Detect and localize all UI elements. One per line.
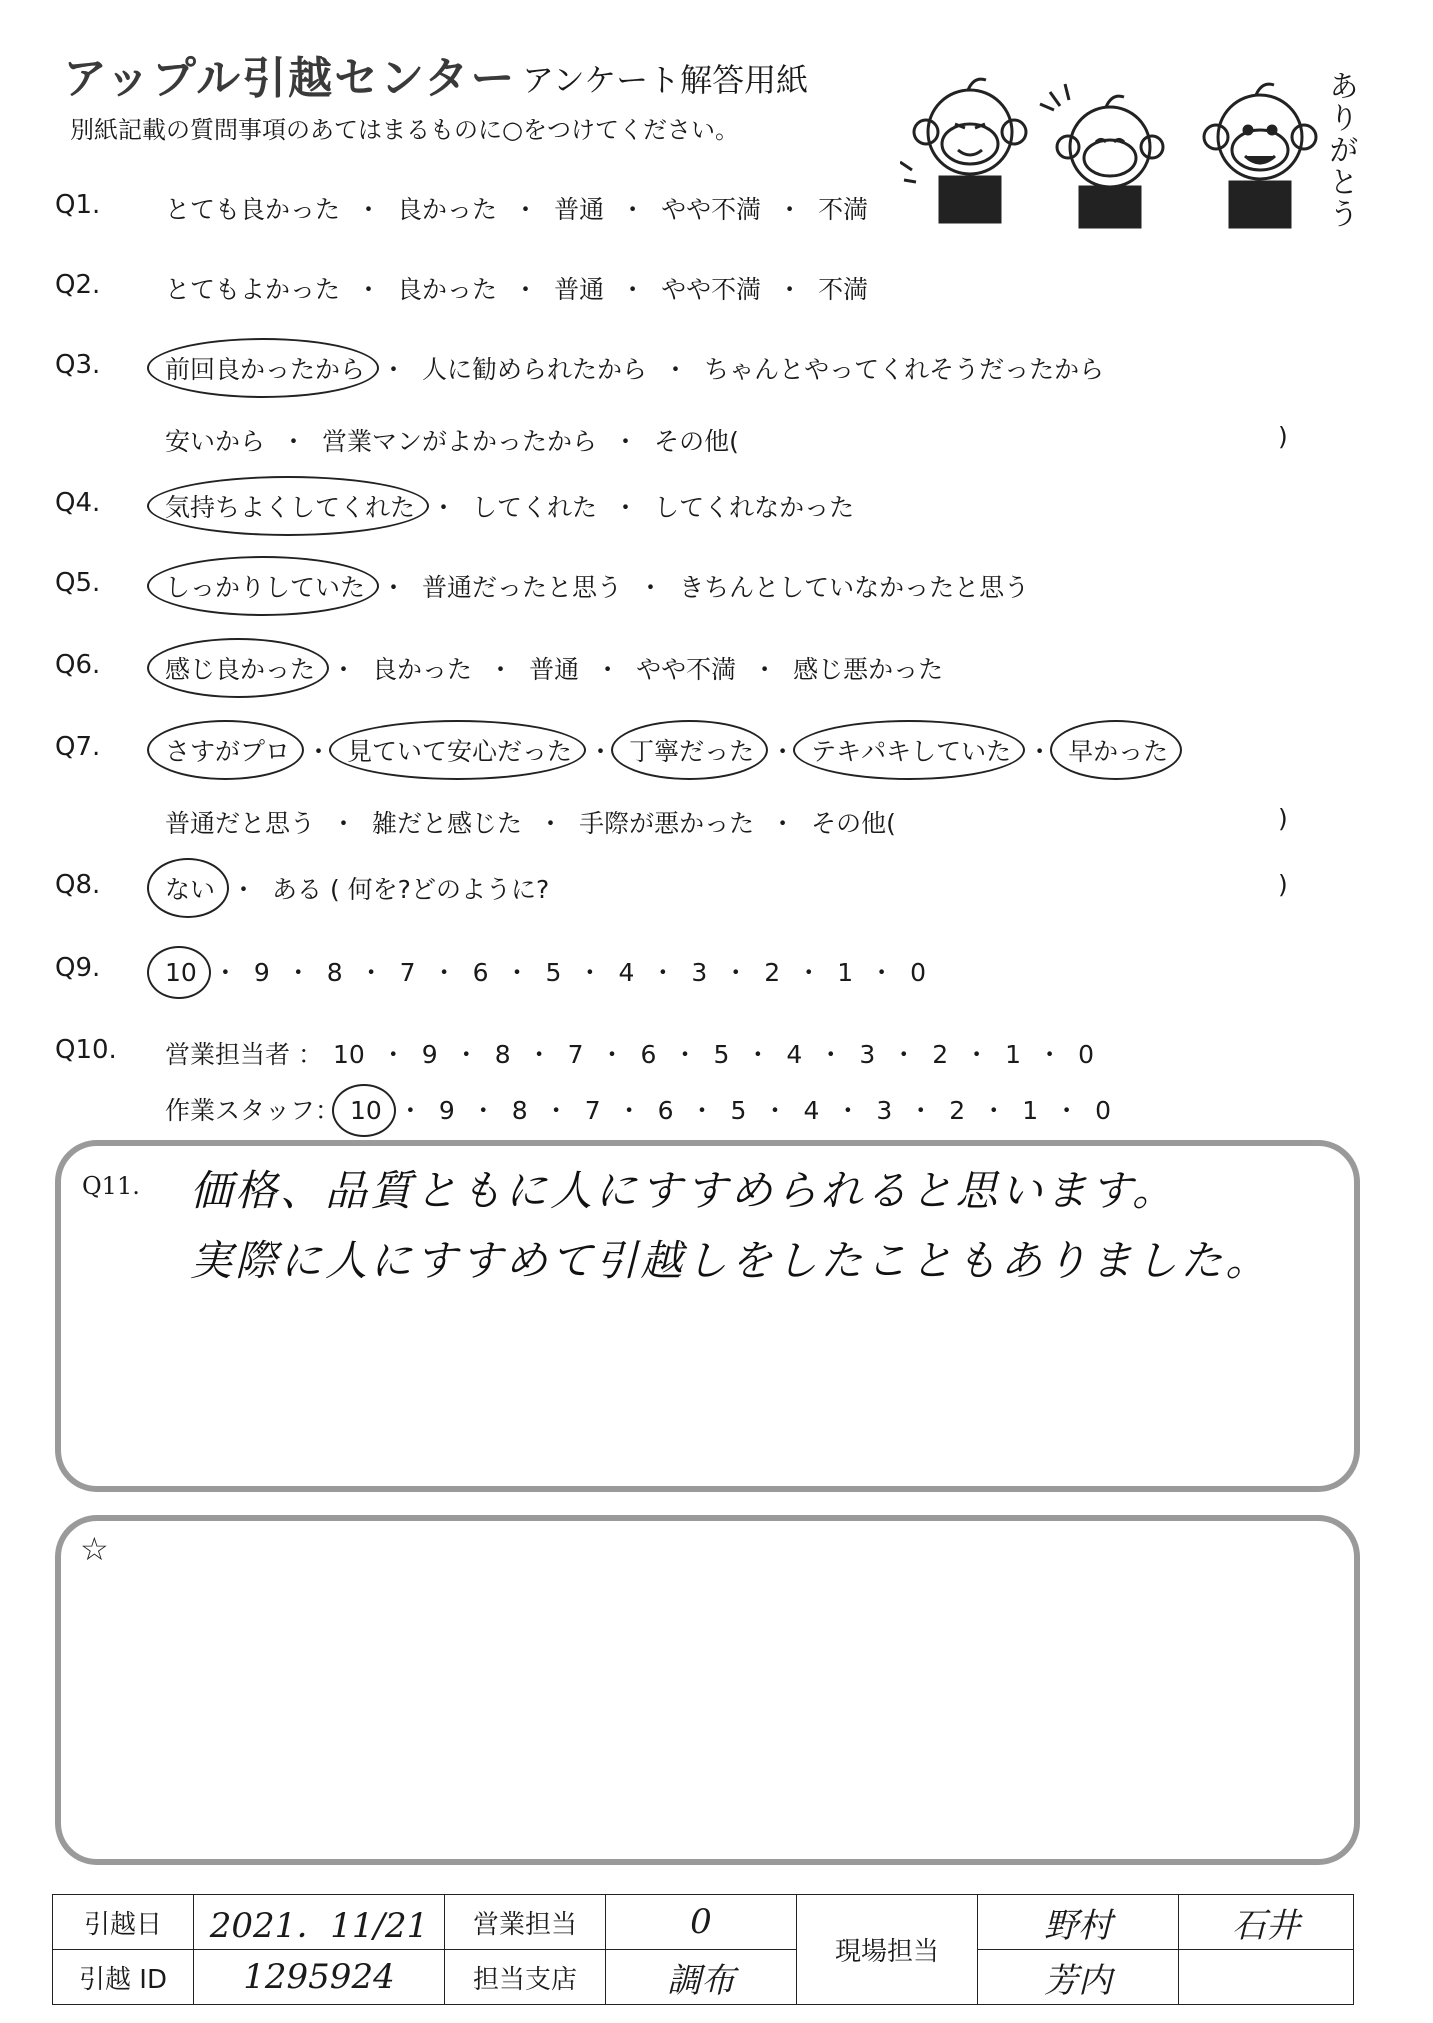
- separator-dot: ・: [356, 195, 382, 224]
- option[interactable]: 普通: [554, 275, 605, 304]
- option[interactable]: 普通だったと思う: [422, 573, 623, 602]
- option[interactable]: 普通だと思う: [165, 809, 316, 838]
- separator-dot: ・: [470, 1096, 496, 1125]
- option[interactable]: 感じ悪かった: [793, 655, 944, 684]
- option[interactable]: 3: [859, 1040, 876, 1069]
- option-selected[interactable]: テキパキしていた: [811, 732, 1011, 768]
- separator-dot: ・: [212, 958, 238, 987]
- option[interactable]: 7: [399, 958, 416, 987]
- separator-dot: ・: [595, 655, 621, 684]
- option[interactable]: 9: [253, 958, 270, 987]
- option[interactable]: 4: [786, 1040, 803, 1069]
- q11-label: Q11.: [82, 1172, 140, 1200]
- site-staff-label: 現場担当: [797, 1895, 978, 2005]
- question-options-row: [165, 270, 868, 306]
- separator-dot: ・: [777, 195, 803, 224]
- separator-dot: ・: [538, 809, 564, 838]
- question-options-row: [165, 422, 739, 458]
- option[interactable]: 安いから: [165, 427, 266, 456]
- separator-dot: ・: [964, 1040, 990, 1069]
- moving-id-value: 1295924: [194, 1950, 445, 2005]
- option[interactable]: 4: [803, 1096, 820, 1125]
- separator-dot: ・: [745, 1040, 771, 1069]
- separator-dot: ・: [762, 1096, 788, 1125]
- moving-id-label: 引越 ID: [53, 1950, 194, 2005]
- separator-dot: ・: [285, 958, 311, 987]
- option-selected[interactable]: 10: [165, 958, 197, 987]
- option[interactable]: 6: [657, 1096, 674, 1125]
- separator-dot: ・: [752, 655, 778, 684]
- option-selected[interactable]: 早かった: [1068, 732, 1168, 768]
- option[interactable]: やや不満: [636, 655, 737, 684]
- separator-dot: ・: [981, 1096, 1007, 1125]
- separator-dot: ・: [613, 427, 639, 456]
- option[interactable]: 9: [421, 1040, 438, 1069]
- moving-date-label: 引越日: [53, 1895, 194, 1950]
- site-staff-4: [1179, 1950, 1354, 2005]
- separator-dot: ・: [513, 275, 539, 304]
- option[interactable]: ちゃんとやってくれそうだったから: [704, 355, 1105, 384]
- separator-dot: ・: [543, 1096, 569, 1125]
- separator-dot: ・: [453, 1040, 479, 1069]
- option[interactable]: とても良かった: [165, 195, 341, 224]
- option[interactable]: 人に勧められたから: [422, 355, 648, 384]
- question-options-row: [165, 190, 868, 226]
- separator-dot: ・: [818, 1040, 844, 1069]
- option-selected[interactable]: ない: [165, 870, 215, 906]
- question-label: Q3.: [55, 350, 101, 380]
- branch-label: 担当支店: [445, 1950, 606, 2005]
- moving-date-value: 2021．11/21: [194, 1895, 445, 1950]
- option[interactable]: 7: [584, 1096, 601, 1125]
- separator-dot: ・: [526, 1040, 552, 1069]
- question-label: Q6.: [55, 650, 101, 680]
- separator-dot: ・: [616, 1096, 642, 1125]
- option[interactable]: きちんとしていなかったと思う: [679, 573, 1030, 602]
- option[interactable]: 1: [837, 958, 854, 987]
- option[interactable]: 5: [713, 1040, 730, 1069]
- separator-dot: ・: [796, 958, 822, 987]
- separator-dot: ・: [306, 737, 332, 766]
- separator-dot: ・: [588, 737, 614, 766]
- separator-dot: ・: [231, 875, 257, 904]
- separator-dot: ・: [513, 195, 539, 224]
- separator-dot: ・: [331, 809, 357, 838]
- option[interactable]: 良かった: [397, 195, 498, 224]
- separator-dot: ・: [281, 427, 307, 456]
- question-options-row: [165, 1091, 1111, 1127]
- separator-dot: ・: [638, 573, 664, 602]
- question-options-row: [165, 568, 1029, 604]
- separator-dot: ・: [397, 1096, 423, 1125]
- option[interactable]: 1: [1022, 1096, 1039, 1125]
- question-label: Q1.: [55, 190, 101, 220]
- q11-handwritten-line-2: 実際に人にすすめて引越しをしたこともありました。: [190, 1236, 1271, 1285]
- option[interactable]: やや不満: [661, 195, 762, 224]
- option[interactable]: 良かった: [372, 655, 473, 684]
- option[interactable]: 0: [1078, 1040, 1094, 1069]
- option[interactable]: ある ( 何を?どのように?: [272, 875, 550, 904]
- separator-dot: ・: [331, 655, 357, 684]
- star-comment-box[interactable]: [55, 1515, 1360, 1865]
- option[interactable]: 2: [764, 958, 781, 987]
- option[interactable]: 3: [691, 958, 708, 987]
- separator-dot: ・: [908, 1096, 934, 1125]
- instruction-text: 別紙記載の質問事項のあてはまるものに○をつけてください。: [70, 116, 739, 144]
- question-options-row: [165, 953, 926, 989]
- option[interactable]: 営業マンがよかったから: [322, 427, 598, 456]
- question-label: Q8.: [55, 870, 101, 900]
- option[interactable]: 不満: [818, 275, 869, 304]
- option-selected[interactable]: 10: [350, 1096, 382, 1125]
- separator-dot: ・: [1027, 737, 1053, 766]
- separator-dot: ・: [599, 1040, 625, 1069]
- option-selected[interactable]: 丁寧だった: [629, 732, 754, 768]
- option-selected[interactable]: 感じ良かった: [165, 650, 315, 686]
- option[interactable]: やや不満: [661, 275, 762, 304]
- separator-dot: ・: [613, 493, 639, 522]
- separator-dot: ・: [723, 958, 749, 987]
- option[interactable]: 10: [332, 1040, 365, 1069]
- separator-dot: ・: [431, 493, 457, 522]
- option-prefix: 作業スタッフ：: [165, 1096, 341, 1125]
- question-label: Q7.: [55, 732, 101, 762]
- monkey-mascots-illustration: [900, 62, 1350, 232]
- separator-dot: ・: [381, 355, 407, 384]
- option-selected[interactable]: しっかりしていた: [165, 568, 365, 604]
- separator-dot: ・: [620, 195, 646, 224]
- sales-staff-label: 営業担当: [445, 1895, 606, 1950]
- question-options-row: [165, 804, 896, 840]
- option[interactable]: 0: [910, 958, 927, 987]
- question-label: Q9.: [55, 953, 101, 983]
- option[interactable]: 6: [640, 1040, 657, 1069]
- option[interactable]: 良かった: [397, 275, 498, 304]
- separator-dot: ・: [689, 1096, 715, 1125]
- site-staff-1: 野村: [978, 1895, 1179, 1950]
- option-selected[interactable]: 前回良かったから: [165, 350, 365, 386]
- question-options-row: [165, 870, 549, 906]
- option[interactable]: 不満: [818, 195, 869, 224]
- question-options-row: [165, 488, 854, 524]
- separator-dot: ・: [770, 737, 796, 766]
- option[interactable]: その他(: [811, 809, 896, 838]
- separator-dot: ・: [358, 958, 384, 987]
- option-prefix: 営業担当者 ：: [165, 1040, 323, 1069]
- option[interactable]: してくれた: [472, 493, 598, 522]
- question-options-row: [165, 732, 1168, 768]
- option[interactable]: 7: [567, 1040, 584, 1069]
- option[interactable]: 5: [730, 1096, 747, 1125]
- option[interactable]: 2: [932, 1040, 949, 1069]
- separator-dot: ・: [672, 1040, 698, 1069]
- question-label: Q10.: [55, 1035, 117, 1065]
- monkey-mascot-1: [900, 79, 1026, 222]
- thanks-vertical-text: ありがとう: [1323, 70, 1358, 230]
- footer-info-table: [52, 1894, 1354, 2005]
- option[interactable]: 8: [494, 1040, 511, 1069]
- closing-paren: ): [1278, 422, 1288, 451]
- sales-staff-value: 0: [606, 1895, 797, 1950]
- option[interactable]: してくれなかった: [654, 493, 855, 522]
- site-staff-3: 芳内: [978, 1950, 1179, 2005]
- option[interactable]: 5: [545, 958, 562, 987]
- option[interactable]: 3: [876, 1096, 893, 1125]
- option[interactable]: 雑だと感じた: [372, 809, 523, 838]
- monkey-mascot-3: [1204, 84, 1316, 227]
- q11-handwritten-line-1: 価格、品質ともに人にすすめられると思います。: [190, 1166, 1178, 1215]
- separator-dot: ・: [620, 275, 646, 304]
- separator-dot: ・: [504, 958, 530, 987]
- option[interactable]: 9: [438, 1096, 455, 1125]
- separator-dot: ・: [1054, 1096, 1080, 1125]
- option[interactable]: 手際が悪かった: [579, 809, 755, 838]
- option[interactable]: 4: [618, 958, 635, 987]
- question-label: Q5.: [55, 568, 101, 598]
- separator-dot: ・: [770, 809, 796, 838]
- option-selected[interactable]: さすがプロ: [165, 732, 290, 768]
- separator-dot: ・: [650, 958, 676, 987]
- separator-dot: ・: [381, 573, 407, 602]
- option[interactable]: 6: [472, 958, 489, 987]
- separator-dot: ・: [431, 958, 457, 987]
- option-selected[interactable]: 気持ちよくしてくれた: [165, 488, 415, 524]
- separator-dot: ・: [835, 1096, 861, 1125]
- option[interactable]: とてもよかった: [165, 275, 341, 304]
- option[interactable]: 8: [326, 958, 343, 987]
- question-label: Q2.: [55, 270, 101, 300]
- separator-dot: ・: [577, 958, 603, 987]
- option[interactable]: 2: [949, 1096, 966, 1125]
- option[interactable]: 0: [1095, 1096, 1112, 1125]
- option-selected[interactable]: 見ていて安心だった: [347, 732, 572, 768]
- company-title: アップル引越センター: [63, 53, 517, 104]
- separator-dot: ・: [356, 275, 382, 304]
- option[interactable]: 普通: [529, 655, 580, 684]
- separator-dot: ・: [488, 655, 514, 684]
- option[interactable]: 1: [1005, 1040, 1022, 1069]
- separator-dot: ・: [869, 958, 895, 987]
- question-options-row: [165, 1035, 1094, 1071]
- closing-paren: ): [1278, 804, 1288, 833]
- option[interactable]: 8: [511, 1096, 528, 1125]
- closing-paren: ): [1278, 870, 1288, 899]
- option[interactable]: その他(: [654, 427, 739, 456]
- star-icon: ☆: [80, 1530, 109, 1568]
- question-options-row: [165, 350, 1104, 386]
- option[interactable]: 普通: [554, 195, 605, 224]
- separator-dot: ・: [777, 275, 803, 304]
- site-staff-2: 石井: [1179, 1895, 1354, 1950]
- separator-dot: ・: [380, 1040, 406, 1069]
- monkey-mascot-2: [1040, 84, 1163, 227]
- separator-dot: ・: [1037, 1040, 1063, 1069]
- separator-dot: ・: [663, 355, 689, 384]
- question-label: Q4.: [55, 488, 101, 518]
- branch-value: 調布: [606, 1950, 797, 2005]
- separator-dot: ・: [891, 1040, 917, 1069]
- question-options-row: [165, 650, 943, 686]
- form-subtitle: アンケート解答用紙: [522, 61, 809, 99]
